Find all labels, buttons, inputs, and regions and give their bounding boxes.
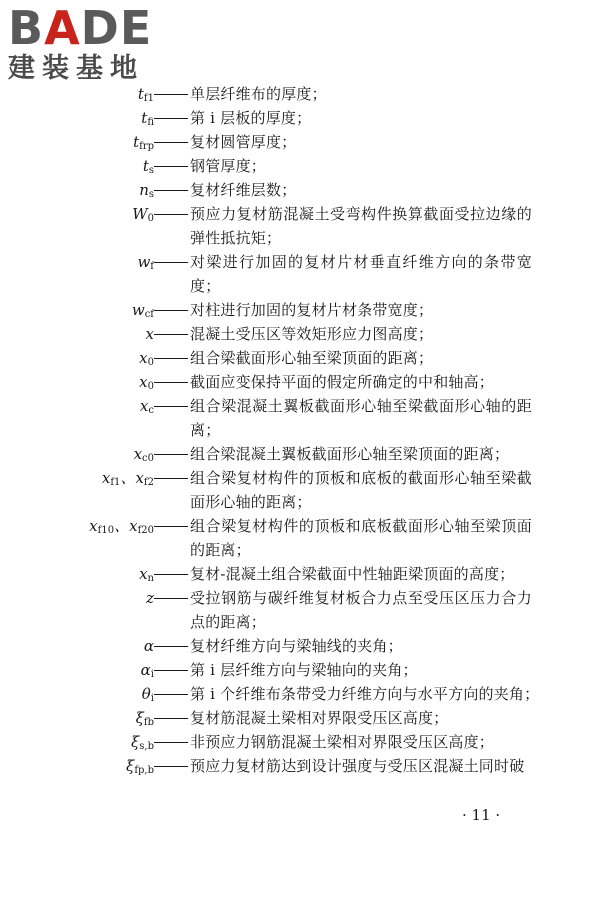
definition-text: 组合梁复材构件的顶板和底板截面形心轴至梁顶面的距离； — [190, 517, 532, 559]
symbol-letter: θ — [141, 685, 151, 703]
symbol-letter: x — [139, 565, 148, 583]
em-dash-separator — [154, 262, 188, 263]
definition-row — [0, 130, 600, 154]
symbol-subscript: s — [148, 189, 154, 200]
definition-text: 钢管厚度； — [190, 157, 267, 175]
symbol — [137, 250, 154, 279]
symbol-letter: w — [131, 301, 145, 319]
definition-text: 预应力复材筋达到设计强度与受压区混凝土同时破 — [190, 757, 525, 775]
symbol — [140, 394, 154, 423]
em-dash-separator — [154, 718, 188, 719]
symbol-subscript: f1 — [143, 93, 154, 104]
definition-text: 组合梁混凝土翼板截面形心轴至梁截面形心轴的距离； — [190, 397, 532, 439]
symbol-subscript: 0 — [147, 213, 154, 224]
symbol-subscript: frp — [139, 141, 154, 152]
em-dash-separator — [154, 670, 188, 671]
definition-row — [0, 514, 600, 562]
definition-text: 预应力复材筋混凝土受弯构件换算截面受拉边缘的弹性抵抗矩； — [190, 205, 532, 247]
symbol-letter: x — [135, 469, 144, 487]
em-dash-separator — [154, 214, 188, 215]
symbol-subscript: i — [150, 693, 154, 704]
em-dash-separator — [154, 478, 188, 479]
symbol-subscript: fi — [147, 117, 154, 128]
definition-row — [0, 730, 600, 754]
symbol-letter: x — [133, 445, 143, 463]
definition-row — [0, 562, 600, 586]
definition-text: 第 i 层纤维方向与梁轴向的夹角； — [190, 661, 418, 679]
em-dash-separator — [154, 646, 188, 647]
logo-letter-b: B — [8, 1, 45, 55]
definition-row — [0, 442, 600, 466]
definition-row — [0, 322, 600, 346]
symbol: $x_{f1}$、$x_{f2}$ — [101, 469, 154, 488]
em-dash-separator — [154, 310, 188, 311]
definition-text: 第 i 层板的厚度； — [190, 109, 312, 127]
definition-row — [0, 706, 600, 730]
symbol-subscript: f — [150, 261, 154, 272]
definition-text: 第 i 个纤维布条带受力纤维方向与水平方向的夹角； — [190, 685, 540, 703]
definition-row — [0, 370, 600, 394]
definition-row — [0, 754, 600, 778]
em-dash-separator — [154, 334, 188, 335]
definition-row — [0, 178, 600, 202]
em-dash-separator — [154, 766, 188, 767]
symbol-letter: x — [129, 517, 138, 535]
definition-row — [0, 658, 600, 682]
em-dash-separator — [154, 694, 188, 695]
definition-text: 受拉钢筋与碳纤维复材板合力点至受压区压力合力点的距离； — [190, 589, 532, 631]
em-dash-separator — [154, 598, 188, 599]
definition-row — [0, 202, 600, 250]
symbol-subscript: 0 — [147, 381, 154, 392]
symbol-letter: x — [139, 349, 148, 367]
logo-text-en — [8, 1, 180, 55]
symbol — [146, 586, 154, 615]
definition-text: 非预应力钢筋混凝土梁相对界限受压区高度； — [190, 733, 495, 751]
definition-row — [0, 346, 600, 370]
symbol-subscript: c — [148, 405, 154, 416]
symbol-letter: ξ — [135, 709, 144, 727]
symbol-letter: x — [139, 397, 149, 415]
symbol-subscript: f1 — [110, 477, 121, 488]
definition-text: 组合梁复材构件的顶板和底板的截面形心轴至梁截面形心轴的距离； — [190, 469, 532, 511]
definition-text: 复材圆管厚度； — [190, 133, 297, 151]
em-dash-separator — [154, 94, 188, 95]
symbol-definitions-list — [0, 82, 600, 778]
symbol-letter: w — [137, 253, 151, 271]
symbol-subscript: f20 — [137, 525, 154, 536]
symbol-subscript: c0 — [142, 453, 154, 464]
symbol-letter: t — [133, 133, 140, 151]
symbol-subscript: i — [150, 669, 154, 680]
page-number: · 11 · — [462, 806, 501, 824]
definition-text: 对梁进行加固的复材片材垂直纤维方向的条带宽度； — [190, 253, 532, 295]
symbol-subscript: f2 — [143, 477, 154, 488]
logo-letter-a-accent: A — [44, 1, 81, 55]
symbol-letter: α — [140, 661, 151, 679]
symbol-letter: α — [143, 637, 154, 655]
definition-text: 复材纤维方向与梁轴线的夹角； — [190, 637, 403, 655]
symbol-letter: x — [89, 517, 98, 535]
symbol-letter: W — [132, 205, 148, 223]
definition-row — [0, 682, 600, 706]
symbol — [132, 202, 154, 231]
symbol-subscript: fb — [143, 717, 154, 728]
em-dash-separator — [154, 118, 188, 119]
symbol-letter: z — [146, 589, 154, 607]
symbol-letter: x — [145, 325, 154, 343]
definition-text: 组合梁混凝土翼板截面形心轴至梁顶面的距离； — [190, 445, 510, 463]
em-dash-separator — [154, 358, 188, 359]
symbol-letter: t — [141, 109, 148, 127]
definition-text: 对柱进行加固的复材片材条带宽度； — [190, 301, 434, 319]
definition-row — [0, 634, 600, 658]
definition-row — [0, 394, 600, 442]
definition-text: 混凝土受压区等效矩形应力图高度； — [190, 325, 434, 343]
em-dash-separator — [154, 454, 188, 455]
definition-row — [0, 586, 600, 634]
em-dash-separator — [154, 574, 188, 575]
definition-text: 单层纤维布的厚度； — [190, 85, 327, 103]
definition-row — [0, 82, 600, 106]
symbol-subscript: s,b — [139, 741, 154, 752]
symbol-letter: ξ — [131, 733, 140, 751]
definition-text: 复材-混凝土组合梁截面中性轴距梁顶面的高度； — [190, 565, 515, 583]
em-dash-separator — [154, 526, 188, 527]
em-dash-separator — [154, 406, 188, 407]
logo-text-cn: 建装基地 — [8, 53, 144, 84]
definition-row — [0, 298, 600, 322]
em-dash-separator — [154, 742, 188, 743]
bade-logo — [8, 1, 180, 84]
symbol-subscript: 0 — [147, 357, 154, 368]
definition-row — [0, 106, 600, 130]
em-dash-separator — [154, 382, 188, 383]
em-dash-separator — [154, 190, 188, 191]
definition-text: 组合梁截面形心轴至梁顶面的距离； — [190, 349, 434, 367]
symbol-subscript: fp,b — [134, 765, 154, 776]
definition-text: 复材筋混凝土梁相对界限受压区高度； — [190, 709, 449, 727]
logo-letters-de: DE — [80, 1, 153, 55]
symbol-subscript: s — [148, 165, 154, 176]
symbol-letter: t — [137, 85, 144, 103]
symbol-letter: n — [139, 181, 149, 199]
em-dash-separator — [154, 166, 188, 167]
definition-text: 截面应变保持平面的假定所确定的中和轴高； — [190, 373, 495, 391]
symbol — [126, 754, 154, 783]
symbol-letter: ξ — [126, 757, 135, 775]
symbol-letter: x — [101, 469, 111, 487]
definition-row — [0, 250, 600, 298]
definition-row — [0, 466, 600, 514]
em-dash-separator — [154, 142, 188, 143]
definition-row — [0, 154, 600, 178]
symbol-subscript: n — [147, 573, 154, 584]
symbol-subscript: cf — [144, 309, 154, 320]
symbol-subscript: f10 — [97, 525, 115, 536]
definition-text: 复材纤维层数； — [190, 181, 297, 199]
symbol-letter: x — [139, 373, 148, 391]
symbol: $x_{f10}$、$x_{f20}$ — [89, 517, 154, 536]
symbol-letter: t — [142, 157, 149, 175]
